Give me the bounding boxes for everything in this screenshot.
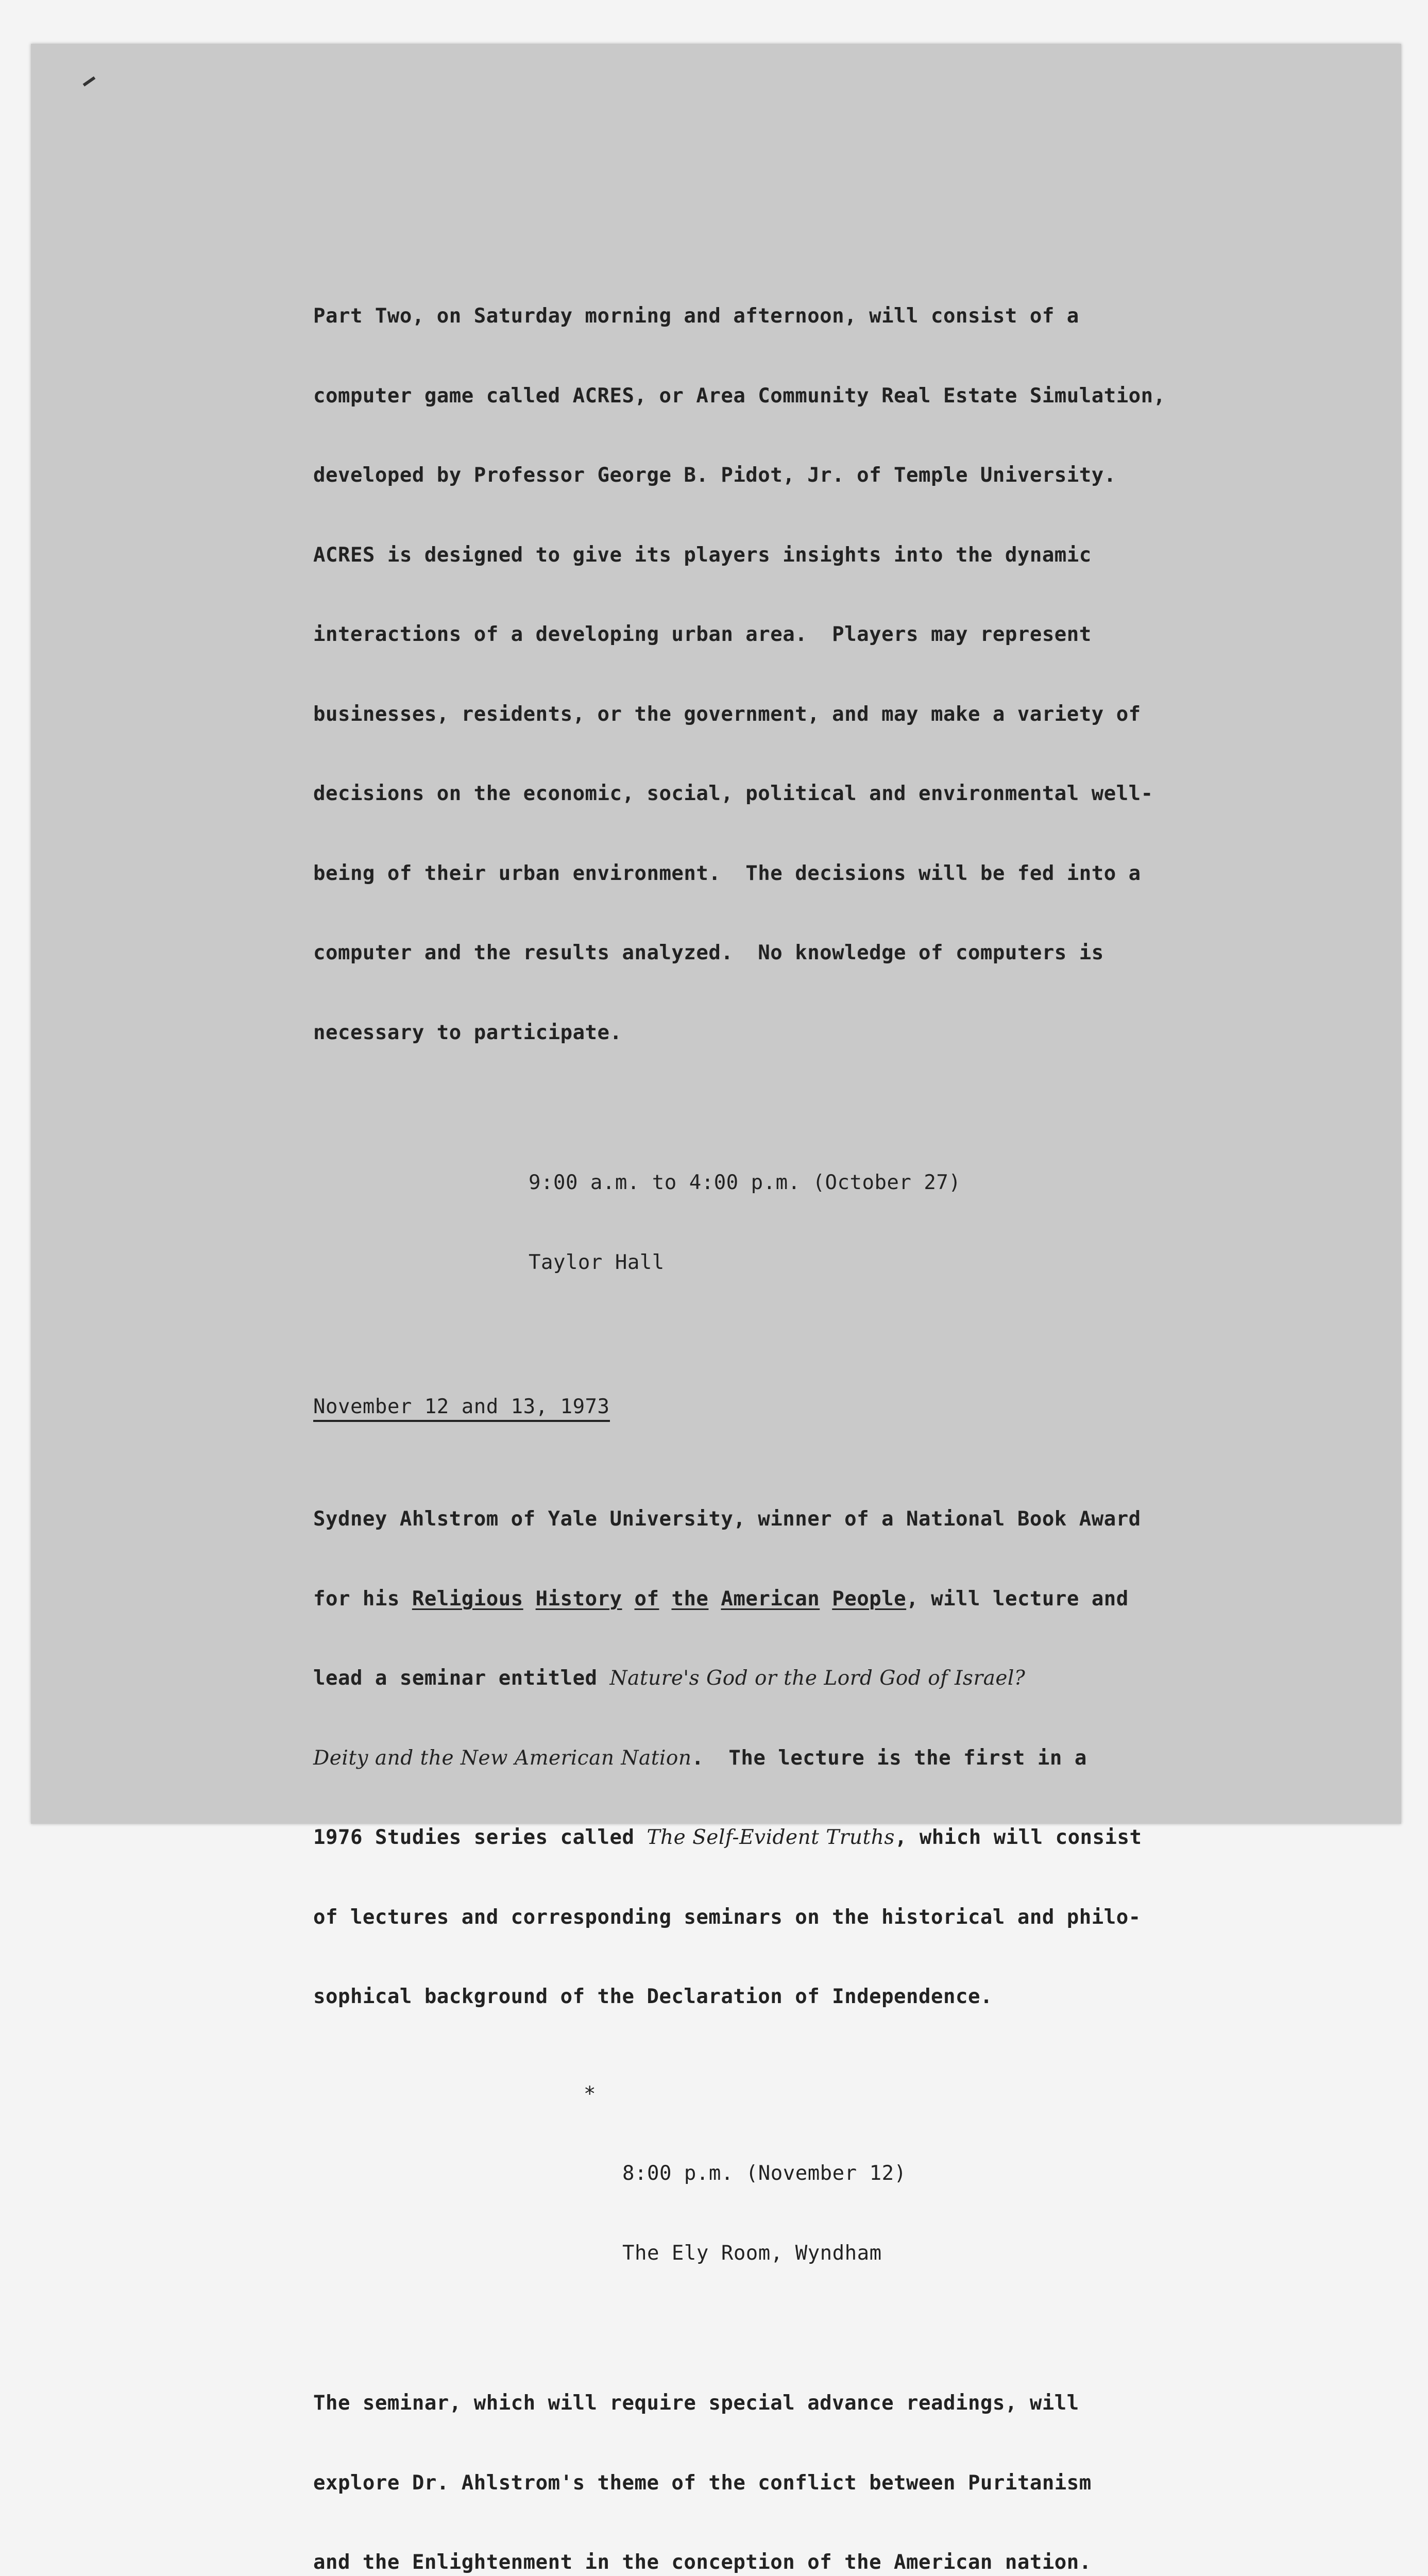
seminar-title: Deity and the New American Nation bbox=[313, 1746, 692, 1770]
asterisk-marker: * bbox=[584, 2082, 596, 2106]
document-page bbox=[31, 44, 1401, 2574]
book-title-word: People bbox=[832, 1587, 907, 1611]
pen-mark bbox=[83, 76, 96, 87]
nov12-intro-paragraph bbox=[313, 1453, 1318, 2063]
book-title-word: Religious bbox=[412, 1587, 523, 1611]
text-fragment: , will lecture and bbox=[906, 1587, 1129, 1611]
text-fragment: 1976 Studies series called bbox=[313, 1826, 647, 1849]
book-title-word: the bbox=[671, 1587, 709, 1611]
text-line: necessary to participate. bbox=[313, 1021, 622, 1044]
nov12-seminar-paragraph bbox=[313, 2337, 1318, 2576]
text-line bbox=[313, 1665, 1318, 1692]
text-fragment: . The lecture is the first in a bbox=[691, 1746, 1087, 1770]
part-two-paragraph bbox=[313, 250, 1318, 1099]
text-line: being of their urban environment. The decisions will be fed into a bbox=[313, 861, 1141, 885]
document-body bbox=[313, 250, 1318, 2576]
text-line: computer game called ACRES, or Area Community Real Estate Simulation, bbox=[313, 384, 1166, 408]
series-title: The Self-Evident Truths bbox=[647, 1826, 895, 1849]
text-line: developed by Professor George B. Pidot, Jr. of Temple University. bbox=[313, 464, 1116, 487]
nov12-lecture-details bbox=[584, 2081, 1318, 2320]
book-title-word: of bbox=[634, 1587, 659, 1611]
text-line: The seminar, which will require special advance readings, will bbox=[313, 2392, 1079, 2415]
text-line: decisions on the economic, social, political and environmental well- bbox=[313, 782, 1153, 805]
text-line: sophical background of the Declaration of Independence. bbox=[313, 1985, 993, 2008]
event-time: 9:00 a.m. to 4:00 p.m. (October 27) bbox=[529, 1171, 961, 1194]
section-heading-nov12: November 12 and 13, 1973 bbox=[313, 1395, 610, 1422]
text-line: interactions of a developing urban area. Players may represent bbox=[313, 623, 1092, 646]
text-line: businesses, residents, or the government, and may make a variety of bbox=[313, 702, 1141, 726]
text-line: computer and the results analyzed. No knowledge of computers is bbox=[313, 941, 1104, 964]
text-fragment: for his bbox=[313, 1587, 412, 1611]
book-title-word: History bbox=[535, 1587, 622, 1611]
text-line: ACRES is designed to give its players insights into the dynamic bbox=[313, 543, 1092, 567]
text-fragment: lead a seminar entitled bbox=[313, 1667, 610, 1690]
text-line: and the Enlightenment in the conception of the American nation. bbox=[313, 2551, 1092, 2574]
text-line bbox=[313, 1586, 1318, 1613]
text-line bbox=[313, 1745, 1318, 1772]
part-two-details bbox=[529, 1116, 1318, 1329]
text-line: Part Two, on Saturday morning and afternoon, will consist of a bbox=[313, 304, 1079, 328]
text-line: Sydney Ahlstrom of Yale University, winner of a National Book Award bbox=[313, 1507, 1141, 1531]
text-line: explore Dr. Ahlstrom's theme of the conflict between Puritanism bbox=[313, 2471, 1092, 2495]
seminar-title: Nature's God or the Lord God of Israel? bbox=[609, 1667, 1026, 1690]
text-line bbox=[313, 1824, 1318, 1851]
event-location: Taylor Hall bbox=[529, 1250, 665, 1274]
text-line: of lectures and corresponding seminars on the historical and philo- bbox=[313, 1905, 1141, 1929]
text-fragment: , which will consist bbox=[894, 1826, 1142, 1849]
event-time: 8:00 p.m. (November 12) bbox=[622, 2162, 907, 2185]
book-title-word: American bbox=[721, 1587, 820, 1611]
event-location: The Ely Room, Wyndham bbox=[622, 2241, 882, 2265]
